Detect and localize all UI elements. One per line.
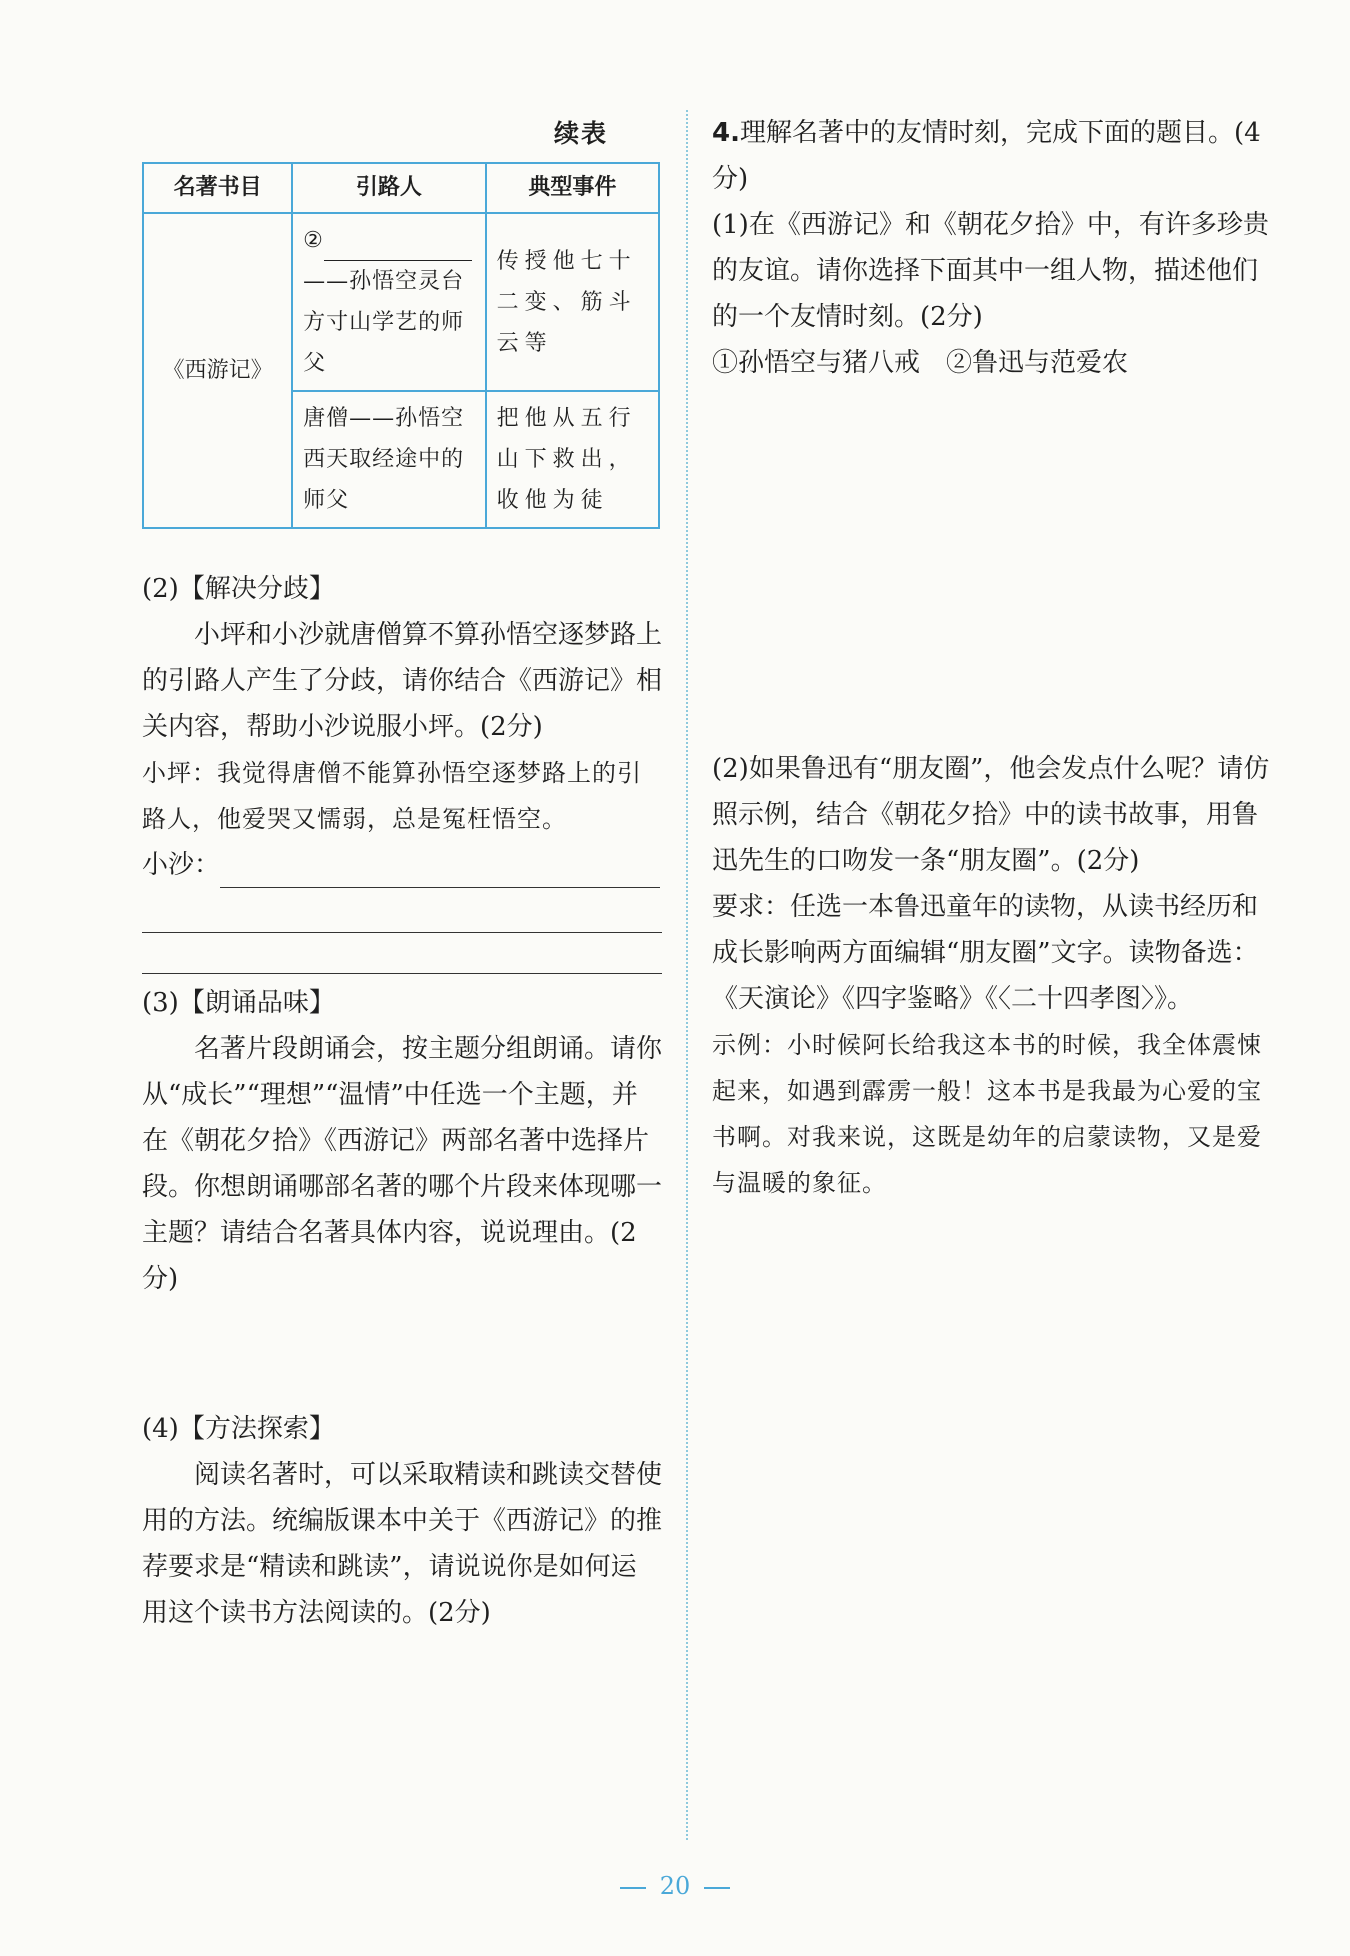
q2-xiaoping-quote: 小坪：我觉得唐僧不能算孙悟空逐梦路上的引路人，他爱哭又懦弱，总是冤枉悟空。 [142,759,642,833]
continued-table-title: 续表 [554,119,609,148]
guide-cell-1-text: ——孙悟空灵台方寸山学艺的师父 [303,269,465,376]
sub-question-2: (2)如果鲁迅有“朋友圈”，他会发点什么呢？请仿照示例，结合《朝花夕拾》中的读书故事，用鲁迅先生的口吻发一条“朋友圈”。(2分) [712,754,1270,876]
right-column-questions [712,110,1272,1206]
q4-main-title [712,110,1272,202]
page-footer [0,1872,1350,1900]
answer-line[interactable] [142,888,662,933]
event-cell-1: 传授他七十二变、筋斗云等 [486,213,659,391]
q2-heading: (2)【解决分歧】 [142,574,335,604]
guide-cell-2: 唐僧——孙悟空西天取经途中的师父 [292,391,486,528]
answer-line[interactable] [142,933,662,974]
xiaosha-label: 小沙： [142,850,221,880]
sub-question-1: (1)在《西游记》和《朝花夕拾》中，有许多珍贵的友谊。请你选择下面其中一组人物，描述他们的一个友情时刻。(2分) [712,210,1269,332]
question-number: 4. [712,118,740,148]
column-divider [686,110,688,1840]
header-book: 名著书目 [143,163,292,213]
sub-question-2-example: 示例：小时候阿长给我这本书的时候，我全体震悚起来，如遇到霹雳一般！这本书是我最为心爱的宝书啊。对我来说，这既是幼年的启蒙读物，又是爱与温暖的象征。 [712,1031,1262,1197]
book-cell: 《西游记》 [143,213,292,528]
footer-dash-left [620,1887,646,1889]
event-cell-2: 把他从五行山下救出，收他为徒 [486,391,659,528]
question-title: 理解名著中的友情时刻，完成下面的题目。(4分) [712,118,1261,194]
guide-cell-1 [292,213,486,391]
guide-blank-number: ② [303,228,324,253]
sub-question-2-requirement: 要求：任选一本鲁迅童年的读物，从读书经历和成长影响两方面编辑“朋友圈”文字。读物备选：《天演论》《四字鉴略》《〈二十四孝图〉》。 [712,892,1259,1014]
q3-heading: (3)【朗诵品味】 [142,988,335,1018]
xiaosha-answer-blank[interactable] [220,859,660,888]
q2-body: 小坪和小沙就唐僧算不算孙悟空逐梦路上的引路人产生了分歧，请你结合《西游记》相关内容，帮助小沙说服小坪。(2分) [142,620,663,742]
page-number: 20 [659,1872,691,1900]
header-event: 典型事件 [486,163,659,213]
q3-body: 名著片段朗诵会，按主题分组朗诵。请你从“成长”“理想”“温情”中任选一个主题，并在《朝花夕拾》《西游记》两部名著中选择片段。你想朗诵哪部名著的哪个片段来体现哪一主题？请结合名著具体内容，说说理由。(2分) [142,1034,663,1294]
books-table [142,162,660,529]
sub1-answer-space[interactable] [712,386,1272,746]
table-row [143,213,659,391]
q2-xiaosha-line [142,842,662,888]
q4-body: 阅读名著时，可以采取精读和跳读交替使用的方法。统编版课本中关于《西游记》的推荐要求是“精读和跳读”，请说说你是如何运用这个读书方法阅读的。(2分) [142,1460,663,1628]
left-column-questions [142,566,662,1636]
header-guide: 引路人 [292,163,486,213]
footer-dash-right [704,1887,730,1889]
q4-heading: (4)【方法探索】 [142,1414,335,1444]
sub-question-1-options: ①孙悟空与猪八戒 ②鲁迅与范爱农 [712,348,1129,378]
guide-answer-blank[interactable] [324,232,472,261]
table-header-row [143,163,659,213]
q3-answer-space[interactable] [142,1302,662,1406]
